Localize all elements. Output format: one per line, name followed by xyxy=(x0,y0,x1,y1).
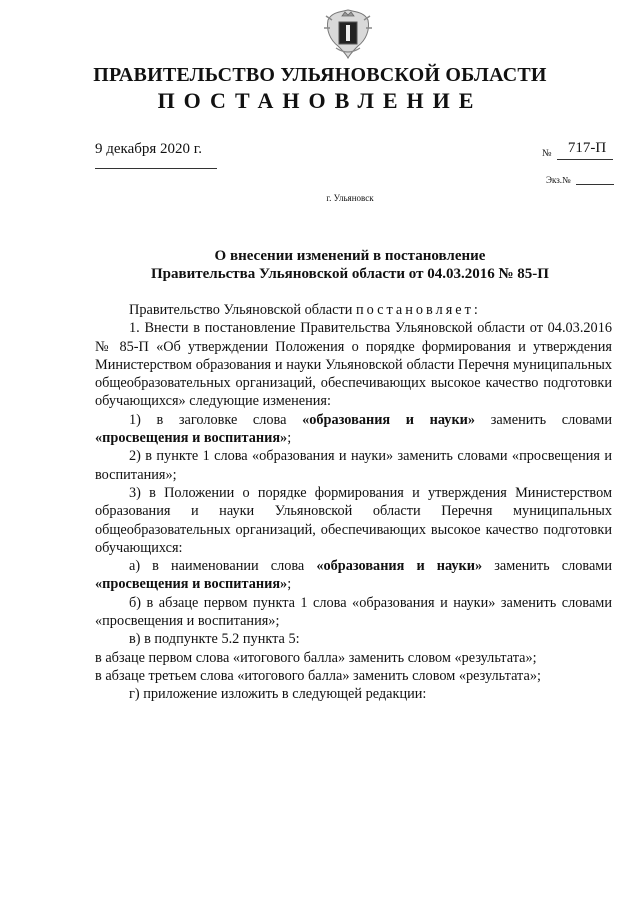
document-title xyxy=(0,247,640,283)
paragraph-2 xyxy=(95,411,612,448)
p2-text-c: заменить словами xyxy=(475,411,612,428)
p5-bold-d: «просвещения и воспитания» xyxy=(95,576,288,593)
intro-paragraph xyxy=(95,301,612,319)
paragraph-1: 1. Внести в постановление Правительства Ульяновской области от 04.03.2016 № 85-П «Об утверждении Положения о порядке формирования и утверждения Министерством образования и науки Ульяновской области Перечня муниципальных общеобразовательных организаций, обеспечивающих высокое качество подготовки обучающихся» следующие изменения: xyxy=(95,320,612,410)
intro-verb: постановляет: xyxy=(355,302,481,318)
coat-of-arms-icon xyxy=(322,6,374,62)
intro-subject: Правительство Ульяновской области xyxy=(129,302,353,318)
government-title: ПРАВИТЕЛЬСТВО УЛЬЯНОВСКОЙ ОБЛАСТИ xyxy=(93,64,547,86)
date-underline xyxy=(95,168,217,169)
p2-bold-d: «просвещения и воспитания» xyxy=(95,430,288,447)
p5-bold-b: «образования и науки» xyxy=(316,558,483,575)
number-underline xyxy=(557,159,613,160)
paragraph-8: в абзаце первом слова «итогового балла» заменить словом «результата»; xyxy=(95,649,537,666)
p2-text-a: 1) в заголовке слова xyxy=(129,411,303,428)
city: г. Ульяновск xyxy=(326,193,374,203)
document-type: ПОСТАНОВЛЕНИЕ xyxy=(157,88,483,113)
p5-text-a: а) в наименовании слова xyxy=(129,558,317,575)
copy-underline xyxy=(576,184,614,185)
number-label: № xyxy=(542,148,552,159)
p5-text-e: ; xyxy=(287,576,292,593)
document-date: 9 декабря 2020 г. xyxy=(95,141,202,157)
title-line-1: О внесении изменений в постановление xyxy=(214,248,486,264)
paragraph-7: в) в подпункте 5.2 пункта 5: xyxy=(129,631,300,648)
p2-text-e: ; xyxy=(287,430,292,447)
paragraph-10: г) приложение изложить в следующей редакции: xyxy=(129,686,427,703)
document-body xyxy=(95,301,612,704)
title-line-2: Правительства Ульяновской области от 04.03.2016 № 85-П xyxy=(151,266,549,282)
paragraph-5 xyxy=(95,557,612,594)
paragraph-6: б) в абзаце первом пункта 1 слова «образования и науки» заменить словами «просвещения и воспитания»; xyxy=(95,594,612,630)
paragraph-4: 3) в Положении о порядке формирования и утверждения Министерством образования и науки Ульяновской области Перечня муниципальных общеобразовательных организаций, обеспечивающих высокое качество подготовки обучающихся: xyxy=(95,484,612,556)
p2-bold-a: «образования и науки» xyxy=(302,411,476,428)
paragraph-3: 2) в пункте 1 слова «образования и науки» заменить словами «просвещения и воспитания»; xyxy=(95,448,612,483)
copy-number xyxy=(546,175,616,185)
copy-label: Экз.№ xyxy=(546,175,571,185)
paragraph-9: в абзаце третьем слова «итогового балла» заменить словом «результата»; xyxy=(95,667,541,684)
number-value: 717-П xyxy=(567,140,607,156)
p5-text-c: заменить словами xyxy=(482,558,612,575)
